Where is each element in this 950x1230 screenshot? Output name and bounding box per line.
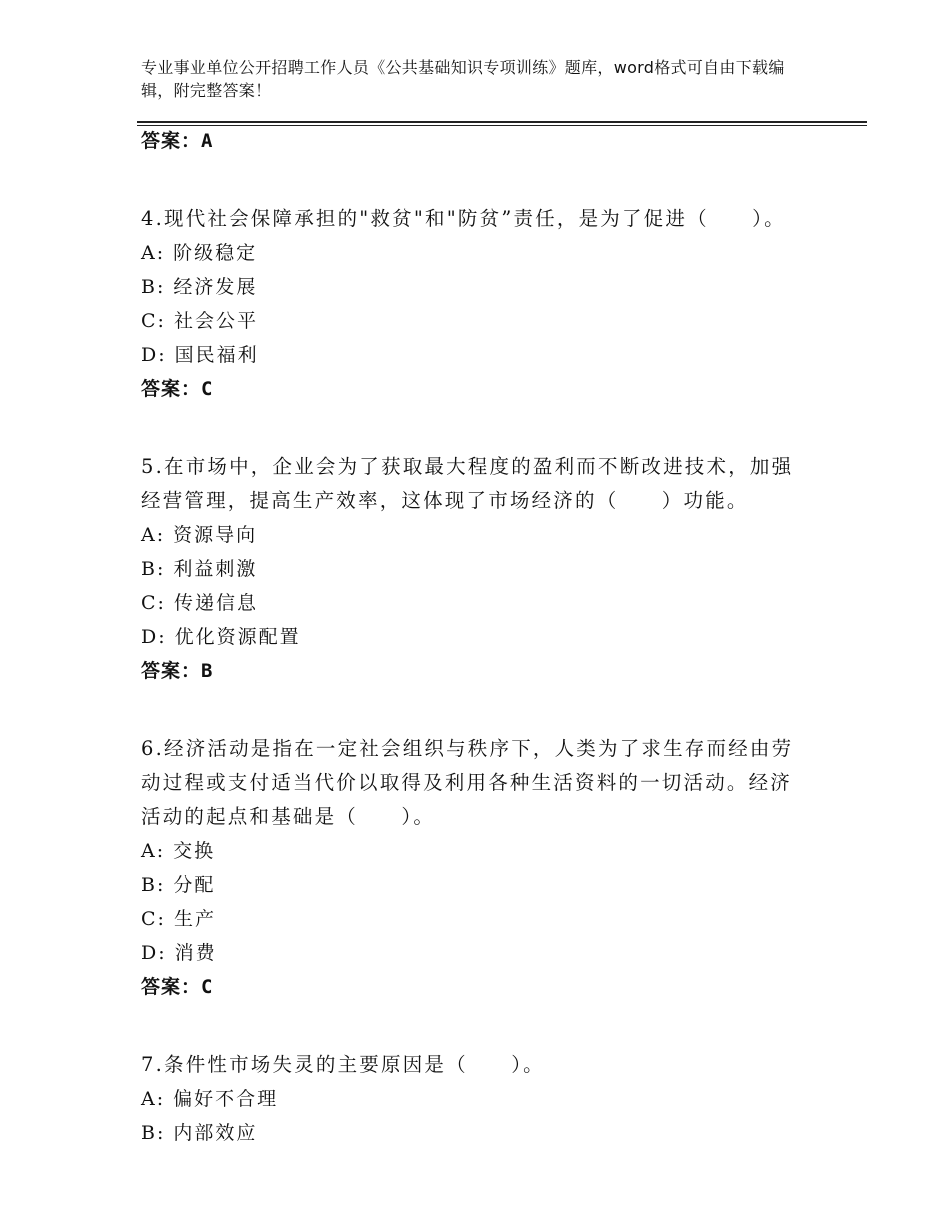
question-list	[141, 124, 811, 1150]
question-stem: 4.现代社会保障承担的"救贫"和"防贫”责任，是为了促进（ ）。	[141, 207, 786, 230]
answer: 答案：C	[141, 378, 214, 400]
document-header: 专业事业单位公开招聘工作人员《公共基础知识专项训练》题库，word格式可自由下载编辑，附完整答案！	[141, 58, 785, 100]
option-c: C: 生产	[141, 908, 216, 930]
option-c: C: 社会公平	[141, 310, 258, 332]
question-5	[141, 450, 811, 688]
option-d: D: 优化资源配置	[141, 626, 301, 648]
option-d: D: 消费	[141, 942, 217, 964]
question-7	[141, 1048, 811, 1150]
option-c: C: 传递信息	[141, 592, 258, 614]
option-a: A: 资源导向	[141, 524, 258, 546]
option-b: B: 分配	[141, 874, 216, 896]
question-6	[141, 732, 811, 1004]
option-d: D: 国民福利	[141, 344, 259, 366]
question-stem: 7.条件性市场失灵的主要原因是（ ）。	[141, 1053, 545, 1076]
option-b: B: 内部效应	[141, 1122, 258, 1144]
option-b: B: 经济发展	[141, 276, 258, 298]
option-b: B: 利益刺激	[141, 558, 258, 580]
answer: 答案：B	[141, 660, 214, 682]
question-4	[141, 202, 811, 406]
answer: 答案：C	[141, 976, 214, 998]
question-stem: 5.在市场中，企业会为了获取最大程度的盈利而不断改进技术，加强经营管理，提高生产效率，这体现了市场经济的（ ）功能。	[141, 455, 794, 512]
option-a: A: 交换	[141, 840, 216, 862]
header-rule-thick	[137, 121, 867, 123]
answer-q3: 答案：A	[141, 130, 214, 152]
option-a: A: 阶级稳定	[141, 242, 258, 264]
option-a: A: 偏好不合理	[141, 1088, 279, 1110]
question-stem: 6.经济活动是指在一定社会组织与秩序下，人类为了求生存而经由劳动过程或支付适当代价以取得及利用各种生活资料的一切活动。经济活动的起点和基础是（ ）。	[141, 737, 794, 828]
